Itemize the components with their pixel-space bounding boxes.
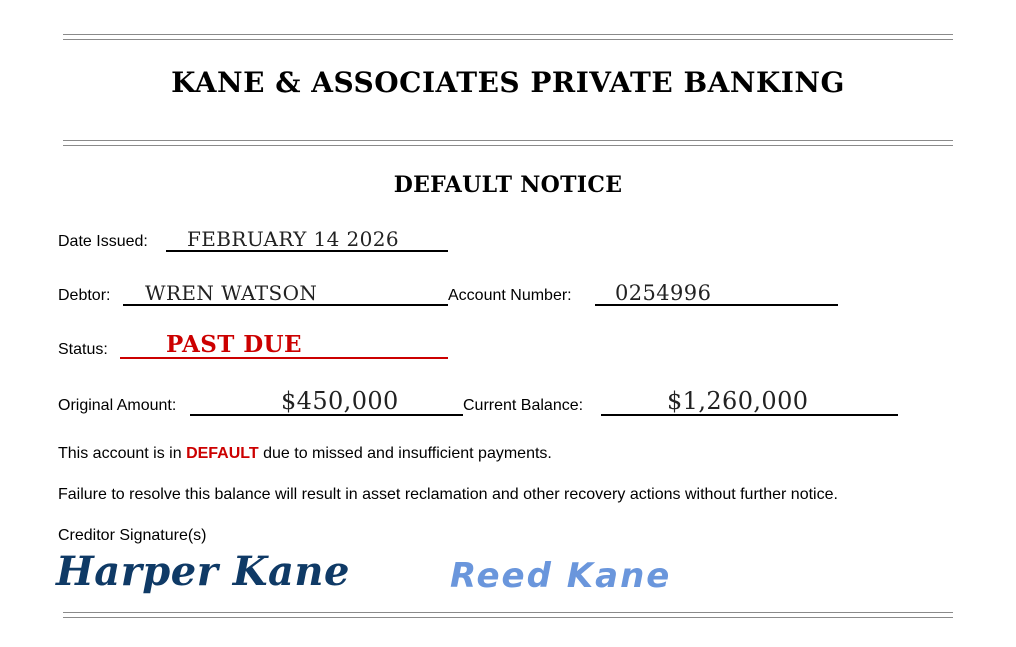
account-number-value: 0254996 [615,281,712,305]
default-statement-end: due to missed and insufficient payments. [258,445,552,462]
title-rule [63,140,953,146]
original-amount-value: $450,000 [281,387,399,415]
current-balance-value: $1,260,000 [667,387,809,415]
signature-harper-kane: Harper Kane [56,548,350,595]
signature-reed-kane: Reed Kane [450,556,672,596]
account-number-label: Account Number: [448,287,572,304]
default-statement [58,445,552,463]
status-value: PAST DUE [166,331,302,358]
original-amount-label: Original Amount: [58,397,177,414]
top-rule [63,34,953,40]
date-issued-label: Date Issued: [58,233,148,250]
debtor-value: WREN WATSON [145,281,318,305]
current-balance-label: Current Balance: [463,397,584,414]
consequence-statement: Failure to resolve this balance will result in asset reclamation and other recovery actions without further notice. [58,486,838,503]
bank-name: KANE & ASSOCIATES PRIVATE BANKING [171,66,845,99]
default-statement-start: This account is in [58,445,187,462]
signature-label: Creditor Signature(s) [58,527,207,544]
status-label: Status: [58,341,108,358]
date-issued-value: FEBRUARY 14 2026 [187,227,400,251]
debtor-label: Debtor: [58,287,111,304]
default-emphasis: DEFAULT [186,445,259,462]
bottom-rule [63,612,953,618]
notice-title: DEFAULT NOTICE [393,172,623,198]
